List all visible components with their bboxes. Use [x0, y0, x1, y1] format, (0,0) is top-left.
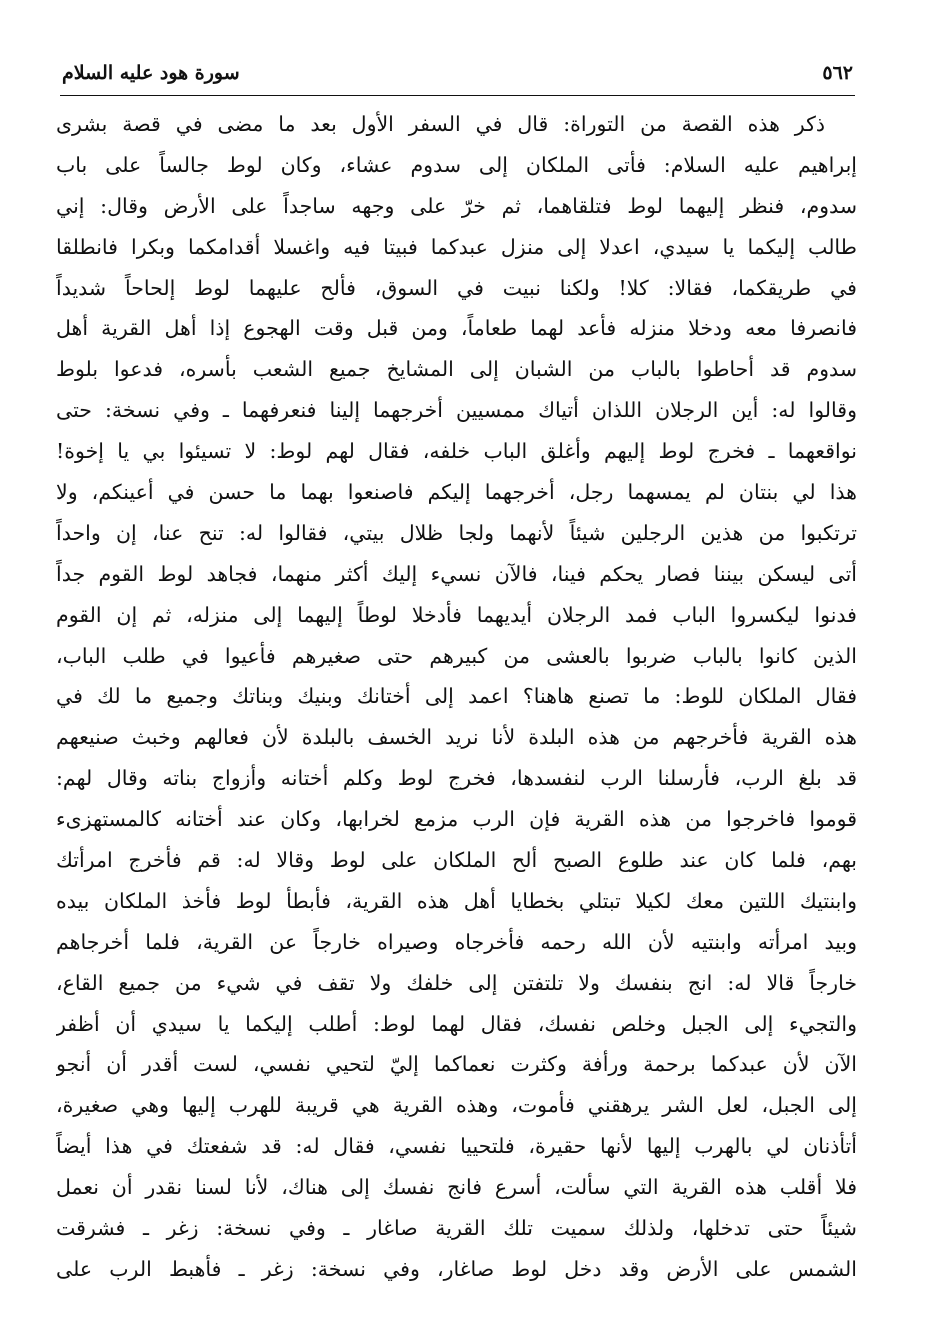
text-line: الذين كانوا بالباب ضربوا بالعشى من كبيرهم حتى صغيرهم فأعيوا في طلب الباب، — [56, 643, 857, 668]
text-line: الشمس على الأرض وقد دخل لوط صاغار، وفي نسخة: زغر ـ فأهبط الرب على — [56, 1256, 857, 1281]
text-line: والتجيء إلى الجبل وخلص نفسك، فقال لهما لوط: أطلب إليكما يا سيدي أن أظفر — [56, 1011, 857, 1036]
text-line: فلا أقلب هذه القرية التي سألت، أسرع فانج نفسك إلى هناك، لأنا لسنا نقدر أن نعمل — [56, 1175, 857, 1200]
text-line: في طريقكما، فقالا: كلا! ولكنا نبيت في السوق، فألح عليهما لوط إلحاحاً شديداً — [56, 275, 857, 300]
text-line: الآن لأن عبدكما برحمة ورأفة وكثرت نعماكما إليّ لتحيي نفسي، لست أقدر أن أنجو — [56, 1052, 857, 1077]
text-line: إبراهيم عليه السلام: فأتى الملكان إلى سدوم عشاء، وكان لوط جالساً على باب — [56, 152, 857, 177]
text-line: هذا لي بنتان لم يمسهما رجل، أخرجهما إليكم فاصنعوا بهما ما حسن في أعينكم، ولا — [56, 480, 857, 505]
text-line: خارجاً قالا له: انج بنفسك ولا تلتفتن إلى خلفك ولا تقف في شيء من جميع القاع، — [56, 970, 857, 995]
text-line: ترتكبوا من هذين الرجلين شيئاً لأنهما ولجا ظلال بيتي، فقالوا له: تنح عنا، إن واحداً — [56, 520, 857, 545]
text-line: سدوم، فنظر إليهما لوط فتلقاهما، ثم خرّ على وجهه ساجداً على الأرض وقال: إني — [56, 193, 857, 218]
text-line: فانصرفا معه ودخلا منزله فأعد لهما طعاماً، ومن قبل وقت الهجوع إذا أهل القرية أهل — [56, 316, 857, 341]
surah-title: سورة هود عليه السلام — [62, 62, 240, 84]
text-line: هذه القرية فأخرجهم من هذه البلدة لأنا نريد الخسف بالبلدة لأن فعالهم وخبث صنيعهم — [56, 725, 857, 750]
text-line: قوموا فاخرجوا من هذه القرية فإن الرب مزمع لخرابها، وكان عند أختانه كالمستهزىء — [56, 807, 857, 832]
text-line: نواقعهما ـ فخرج لوط إليهم وأغلق الباب خلفه، فقال لهم لوط: لا تسيئوا بي يا إخوة! — [56, 439, 857, 464]
running-header — [62, 56, 853, 90]
text-line: أتى ليسكن بيننا فصار يحكم فينا، فالآن نسيء إليك أكثر منهما، فجاهد لوط القوم جداً — [56, 561, 857, 586]
text-line: أتأذنان لي بالهرب إليها لأنها حقيرة، فلتحييا نفسي، فقال له: قد شفعتك في هذا أيضاً — [56, 1134, 857, 1159]
text-line: سدوم قد أحاطوا بالباب من الشبان إلى المشايخ جميع الشعب بأسره، فدعوا بلوط — [56, 357, 857, 382]
text-line: إلى الجبل، لعل الشر يرهقني فأموت، وهذه القرية هي قريبة للهرب إليها وهي صغيرة، — [56, 1093, 857, 1118]
text-line: بهم، فلما كان عند طلوع الصبح ألح الملكان على لوط وقالا له: قم فأخرج امرأتك — [56, 848, 857, 873]
text-line: طالب إليكما يا سيدي، اعدلا إلى منزل عبدكما فبيتا فيه واغسلا أقدامكما وبكرا فانطلقا — [56, 234, 857, 259]
text-line: شيئاً حتى تدخلها، ولذلك سميت تلك القرية صاغار ـ وفي نسخة: زغر ـ فشرقت — [56, 1216, 857, 1241]
header-divider — [60, 95, 855, 96]
text-line: وابنتيك اللتين معك لكيلا تبتلي بخطايا أهل هذه القرية، فأبطأ لوط فأخذ الملكان بيده — [56, 888, 857, 913]
text-line: وبيد امرأته وابنتيه لأن الله رحمه فأخرجاه وصيراه خارجاً عن القرية، فلما أخرجاهم — [56, 929, 857, 954]
page-number: ٥٦٢ — [822, 62, 853, 84]
text-line: ذكر هذه القصة من التوراة: قال في السفر الأول بعد ما مضى في قصة بشرى — [56, 112, 825, 136]
text-line: فقال الملكان للوط: ما تصنع هاهنا؟ اعمد إلى أختانك وبنيك وبناتك وجميع ما لك في — [56, 684, 857, 709]
text-line: وقالوا له: أين الرجلان اللذان أتياك ممسيين أخرجهما إلينا فنعرفهما ـ وفي نسخة: حتى — [56, 398, 857, 423]
text-line: قد بلغ الرب، فأرسلنا الرب لنفسدها، فخرج لوط وكلم أختانه وأزواج بناته وقال لهم: — [56, 766, 857, 791]
body-text — [56, 104, 857, 1290]
text-line: فدنوا ليكسروا الباب فمد الرجلان أيديهما فأدخلا لوطاً إليهما إلى منزله، ثم إن القوم — [56, 602, 857, 627]
